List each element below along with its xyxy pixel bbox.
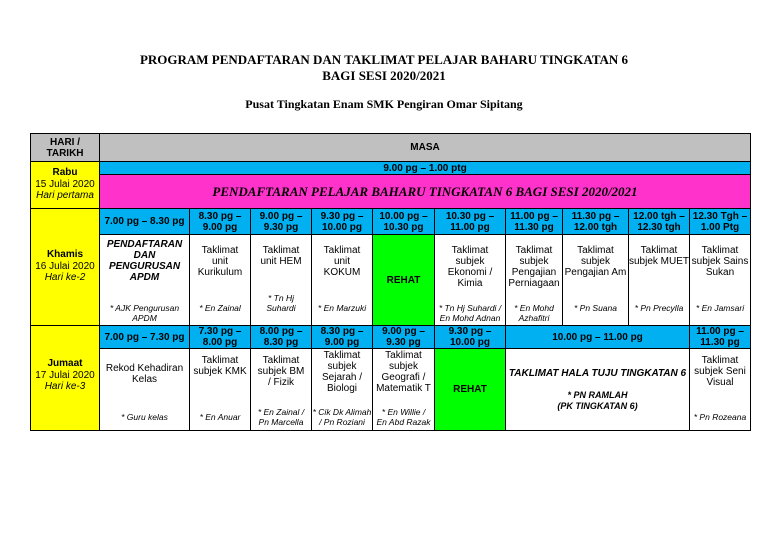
jumaat-note: Hari ke-3	[44, 381, 86, 392]
time-label: 12.00 tgh	[573, 221, 618, 233]
khamis-time-4	[311, 208, 373, 235]
time-label: 12.00 tgh –	[633, 210, 685, 222]
session-line: subjek	[519, 256, 549, 267]
session-person: * Pn Precylla	[634, 303, 684, 313]
session-line: Geografi /	[381, 372, 426, 383]
rabu-banner	[99, 174, 751, 209]
khamis-date: 16 Julai 2020	[35, 261, 95, 272]
session-line: Rekod Kehadiran	[105, 363, 184, 374]
session-person: * Tn Hj	[268, 293, 294, 303]
time-label: 8.30 pg –	[320, 326, 364, 337]
khamis-time-1	[99, 208, 190, 235]
khamis-time-7	[505, 208, 563, 235]
session-line: Sejarah /	[321, 372, 363, 383]
time-label: 9.00 pg –	[259, 210, 303, 222]
rabu-day: Rabu	[52, 167, 78, 178]
session-person: * Guru kelas	[121, 412, 168, 422]
session-line: Ekonomi /	[447, 267, 493, 278]
jumaat-session-geografi-matematik	[372, 348, 435, 431]
session-line: subjek	[389, 361, 418, 372]
session-person: Pn Marcella	[258, 417, 304, 427]
session-line: Taklimat	[323, 350, 361, 361]
khamis-session-kurikulum	[189, 234, 251, 326]
khamis-session-perniagaan	[505, 234, 563, 326]
khamis-rehat	[372, 234, 435, 326]
khamis-session-hem	[250, 234, 312, 326]
session-line: APDM	[129, 272, 160, 283]
rabu-time-label: 9.00 pg – 1.00 ptg	[383, 162, 467, 174]
jumaat-session-sejarah-biologi	[311, 348, 373, 431]
khamis-session-sains-sukan	[689, 234, 751, 326]
session-line: (PK TINGKATAN 6)	[557, 401, 638, 411]
time-label: 9.30 pg –	[448, 326, 492, 337]
time-label: 7.00 pg – 8.30 pg	[104, 216, 185, 227]
session-person: * En Zainal	[199, 303, 241, 313]
jumaat-date: 17 Julai 2020	[35, 370, 95, 381]
session-line: Perniagaan	[508, 278, 560, 289]
khamis-day: Khamis	[46, 249, 84, 260]
time-label: 8.00 pg	[202, 337, 238, 348]
session-line: Taklimat	[385, 350, 422, 361]
session-line: DAN	[133, 250, 156, 261]
session-line: subjek KMK	[193, 366, 247, 377]
time-label: 1.00 Ptg	[700, 221, 740, 233]
rehat-label: REHAT	[453, 384, 487, 395]
time-label: 11.00 pg	[450, 221, 490, 233]
session-line: unit	[211, 256, 229, 267]
session-line: Sukan	[705, 267, 735, 278]
time-label: 10.00 pg	[321, 221, 363, 233]
khamis-time-6	[434, 208, 506, 235]
khamis-time-3	[250, 208, 312, 235]
session-person: APDM	[132, 313, 157, 323]
rehat-label: REHAT	[386, 274, 421, 286]
session-person: * En Anuar	[199, 412, 241, 422]
jumaat-session-hala-tuju	[505, 348, 690, 431]
session-line: Pengajian Am	[564, 267, 627, 278]
time-label: 9.30 pg –	[320, 210, 364, 222]
jumaat-time-6	[434, 325, 506, 349]
rabu-banner-text: PENDAFTARAN PELAJAR BAHARU TINGKATAN 6 BAGI SESI 2020/2021	[212, 184, 638, 199]
session-person: Azhafitri	[518, 313, 550, 323]
session-line: Taklimat	[640, 245, 678, 256]
session-person: * En Marzuki	[317, 303, 367, 313]
session-person: * En Jamsari	[695, 303, 745, 313]
khamis-session-ekonomi	[434, 234, 506, 326]
header-tarikh-label: TARIKH	[46, 147, 84, 159]
jumaat-time-4	[311, 325, 373, 349]
rabu-note: Hari pertama	[36, 190, 94, 201]
time-label: 11.30 pg	[700, 337, 740, 348]
time-label: 10.30 pg	[383, 221, 424, 233]
khamis-session-muet	[628, 234, 690, 326]
time-label: 8.00 pg –	[259, 326, 303, 337]
session-person: * En Willie /	[381, 407, 426, 417]
khamis-time-2	[189, 208, 251, 235]
session-person: / Pn Roziani	[319, 417, 365, 427]
session-line: subjek	[581, 256, 610, 267]
jumaat-time-3	[250, 325, 312, 349]
time-label: 9.30 pg	[263, 221, 299, 233]
jumaat-session-kmk	[189, 348, 251, 431]
session-line: Taklimat	[201, 355, 239, 366]
jumaat-session-rekod	[99, 348, 190, 431]
session-person: * Tn Hj Suhardi /	[438, 303, 502, 313]
session-line: Pengajian	[511, 267, 557, 278]
session-person: En Abd Razak	[376, 417, 431, 427]
jumaat-time-8	[689, 325, 751, 349]
document-title: PROGRAM PENDAFTARAN DAN TAKLIMAT PELAJAR BAHARU TINGKATAN 6	[139, 52, 629, 67]
session-line: * PN RAMLAH	[567, 390, 628, 400]
rabu-date: 15 Julai 2020	[35, 179, 95, 190]
day-khamis	[30, 208, 100, 326]
time-label: 10.30 pg –	[445, 210, 495, 222]
jumaat-session-bm-fizik	[250, 348, 312, 431]
khamis-session-kokum	[311, 234, 373, 326]
khamis-time-9	[628, 208, 690, 235]
time-label: 10.00 pg	[449, 337, 491, 348]
session-line: KOKUM	[323, 267, 361, 278]
session-line: Visual	[706, 377, 734, 388]
jumaat-time-7	[505, 325, 690, 349]
header-hari-tarikh	[30, 133, 100, 162]
session-person: * Cik Dk Alimah	[312, 407, 372, 417]
session-line: Matematik T	[376, 383, 431, 394]
session-line: Taklimat	[515, 245, 553, 256]
session-line: unit	[333, 256, 351, 267]
session-line: Taklimat	[323, 245, 361, 256]
time-label: 11.30 pg	[514, 221, 554, 233]
session-person: Suhardi	[266, 303, 296, 313]
time-label: 11.30 pg –	[571, 210, 620, 222]
jumaat-day: Jumaat	[47, 358, 83, 369]
time-label: 9.00 pg	[324, 337, 360, 348]
session-line: Taklimat	[262, 355, 300, 366]
time-label: 12.30 tgh	[637, 221, 681, 233]
khamis-time-5	[372, 208, 435, 235]
day-jumaat	[30, 325, 100, 431]
session-line: unit HEM	[260, 256, 302, 267]
time-label: 12.30 Tgh –	[692, 210, 748, 222]
session-person: * Pn Rozeana	[693, 412, 747, 422]
document-subtitle: Pusat Tingkatan Enam SMK Pengiran Omar Sipitang	[245, 97, 523, 111]
khamis-time-8	[562, 208, 629, 235]
jumaat-time-2	[189, 325, 251, 349]
session-line: Taklimat	[201, 245, 239, 256]
session-line: PENDAFTARAN	[106, 239, 183, 250]
session-line: Taklimat	[577, 245, 614, 256]
day-rabu	[30, 161, 100, 209]
session-line: Taklimat	[451, 245, 489, 256]
session-line: PENGURUSAN	[108, 261, 181, 272]
time-label: 7.00 pg – 7.30 pg	[104, 331, 185, 343]
time-label: 9.00 pg –	[382, 326, 425, 337]
time-label: 10.00 pg – 11.00 pg	[552, 331, 643, 343]
header-masa-label: MASA	[410, 142, 440, 153]
session-line: subjek	[327, 361, 357, 372]
rabu-time	[99, 161, 751, 175]
session-line: subjek MUET	[629, 256, 690, 267]
session-line: TAKLIMAT HALA TUJU TINGKATAN 6	[508, 368, 687, 379]
time-label: 9.30 pg	[386, 337, 421, 348]
session-line: subjek BM	[257, 366, 305, 377]
header-masa	[99, 133, 751, 162]
time-label: 8.30 pg –	[198, 210, 242, 222]
khamis-session-pengajian-am	[562, 234, 629, 326]
header-hari-label: HARI /	[50, 136, 80, 148]
time-label: 9.00 pg	[202, 221, 238, 233]
session-line: Kurikulum	[197, 267, 243, 278]
time-label: 10.00 pg –	[379, 210, 428, 222]
session-line: Taklimat	[262, 245, 300, 256]
khamis-time-10	[689, 208, 751, 235]
khamis-note: Hari ke-2	[44, 272, 86, 283]
jumaat-session-seni-visual	[689, 348, 751, 431]
jumaat-time-5	[372, 325, 435, 349]
time-label: 11.00 pg –	[510, 210, 558, 222]
session-person: En Mohd Adnan	[439, 313, 501, 323]
session-line: Taklimat	[701, 245, 739, 256]
session-line: Taklimat	[701, 355, 739, 366]
session-line: Kelas	[131, 374, 157, 385]
session-line: Biologi	[326, 383, 358, 394]
session-line: subjek Seni	[694, 366, 746, 377]
jumaat-time-1	[99, 325, 190, 349]
time-label: 7.30 pg –	[198, 326, 242, 337]
session-line: Kimia	[457, 278, 483, 289]
session-person: * Pn Suana	[573, 303, 617, 313]
time-label: 11.00 pg –	[696, 326, 744, 337]
session-person: * En Zainal /	[257, 407, 305, 417]
session-line: subjek Sains	[691, 256, 749, 267]
session-line: / Fizik	[267, 377, 295, 388]
session-person: * AJK Pengurusan	[109, 303, 180, 313]
session-person: * En Mohd	[514, 303, 554, 313]
session-line: subjek	[455, 256, 485, 267]
khamis-session-pendaftaran	[99, 234, 190, 326]
jumaat-rehat	[434, 348, 506, 431]
document-title-session: BAGI SESI 2020/2021	[322, 68, 446, 83]
time-label: 8.30 pg	[263, 337, 299, 348]
